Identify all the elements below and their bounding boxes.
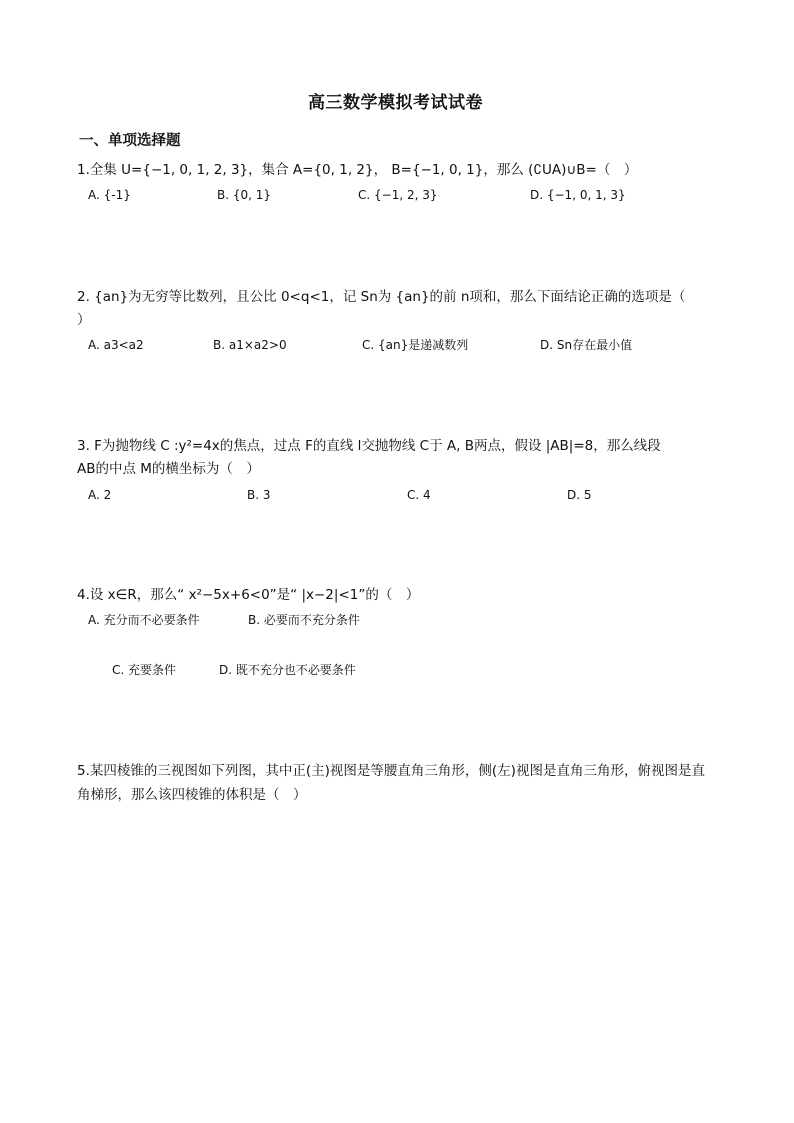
question-3-option-d: D. 5 bbox=[567, 488, 592, 502]
question-2-option-a: A. a3<a2 bbox=[88, 338, 144, 352]
question-2-option-b: B. a1×a2>0 bbox=[213, 338, 287, 352]
question-3-stem-line1: 3. F为抛物线 C :y²=4x的焦点，过点 F的直线 l交抛物线 C于 A, B两点，假设 |AB|=8，那么线段 bbox=[77, 438, 661, 454]
question-2-option-c: C. {an}是递减数列 bbox=[362, 338, 469, 352]
question-4-option-d: D. 既不充分也不必要条件 bbox=[219, 663, 356, 677]
question-3-option-a: A. 2 bbox=[88, 488, 112, 502]
question-2-option-d: D. Sn存在最小值 bbox=[540, 338, 633, 352]
section-heading: 一、单项选择题 bbox=[79, 133, 181, 149]
question-4-option-b: B. 必要而不充分条件 bbox=[248, 613, 360, 627]
question-4-stem: 4.设 x∈R，那么“ x²−5x+6<0”是“ |x−2|<1”的（ ） bbox=[77, 587, 420, 603]
question-1-option-c: C. {−1, 2, 3} bbox=[358, 188, 438, 202]
question-1-option-b: B. {0, 1} bbox=[217, 188, 272, 202]
question-2-stem-line1: 2. {an}为无穷等比数列，且公比 0<q<1，记 Sn为 {an}的前 n项和，那么下面结论正确的选项是（ bbox=[77, 289, 686, 305]
question-3-option-c: C. 4 bbox=[407, 488, 431, 502]
question-5-stem-line2: 角梯形，那么该四棱锥的体积是（ ） bbox=[77, 787, 307, 803]
question-1-option-d: D. {−1, 0, 1, 3} bbox=[530, 188, 626, 202]
question-3-option-b: B. 3 bbox=[247, 488, 271, 502]
question-3-stem-line2: AB的中点 M的横坐标为（ ） bbox=[77, 461, 260, 477]
question-1-option-a: A. {-1} bbox=[88, 188, 131, 202]
question-2-stem-line2: ） bbox=[77, 312, 91, 328]
question-1-stem: 1.全集 U={−1, 0, 1, 2, 3}，集合 A={0, 1, 2}， B={−1, 0, 1}，那么 (∁UA)∪B=（ ） bbox=[77, 162, 638, 178]
question-4-option-c: C. 充要条件 bbox=[112, 663, 177, 677]
page-title: 高三数学模拟考试试卷 bbox=[308, 93, 483, 113]
question-5-stem-line1: 5.某四棱锥的三视图如下列图，其中正(主)视图是等腰直角三角形，侧(左)视图是直角三角形，俯视图是直 bbox=[77, 763, 705, 779]
question-4-option-a: A. 充分而不必要条件 bbox=[88, 613, 200, 627]
